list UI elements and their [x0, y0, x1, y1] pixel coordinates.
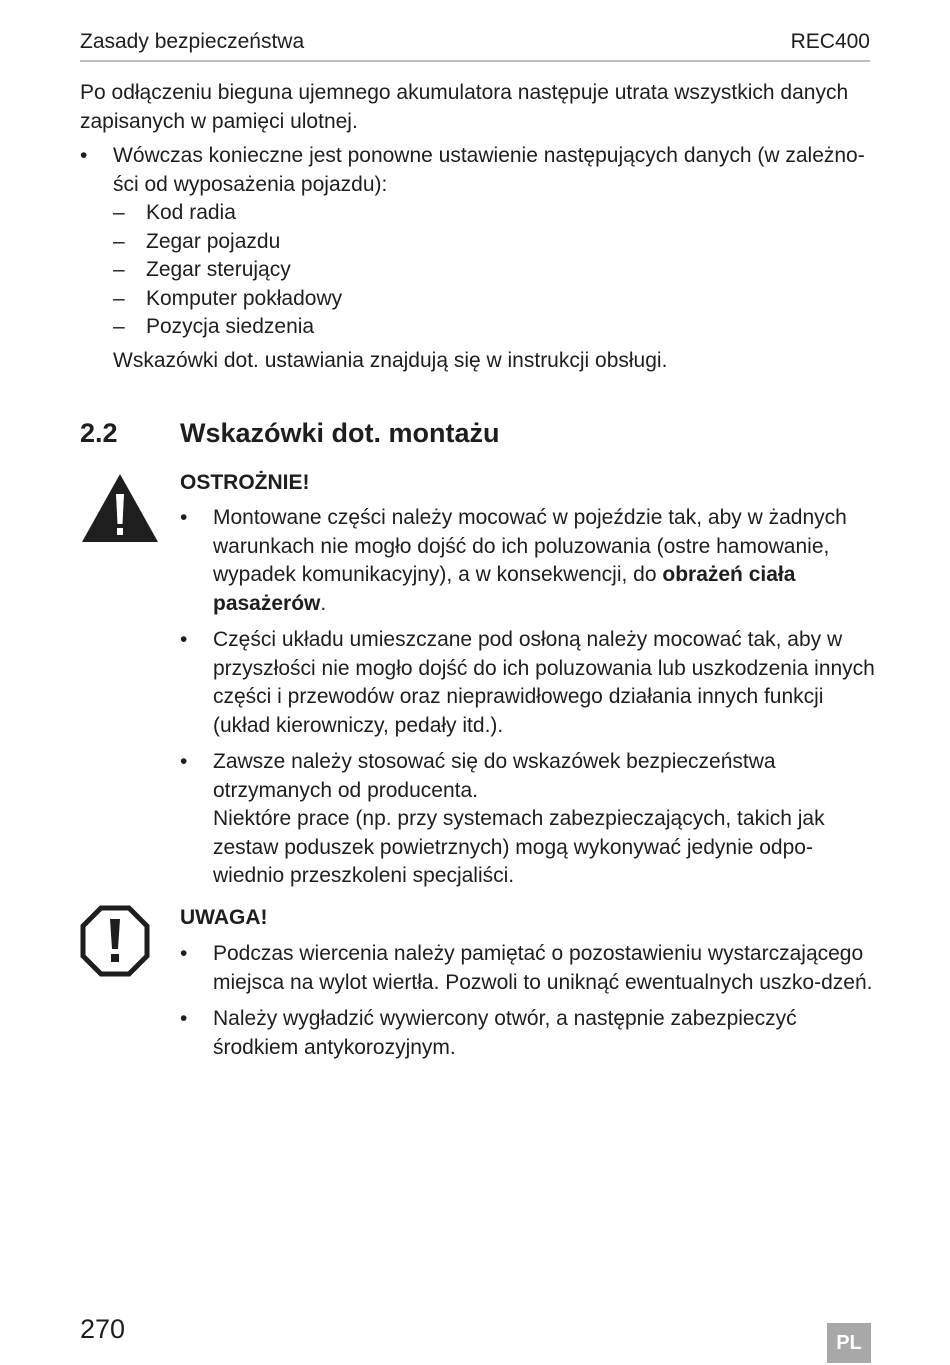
caution-list: [180, 504, 880, 899]
list-item-text: Pozycja siedzenia: [146, 315, 315, 338]
caution-item-text: Montowane części należy mocować w pojeździe tak, aby w żadnych warunkach nie mogło dojść do ich poluzowania (ostre hamowanie, wypadek komunikacyjny), a w konsekwencji, do obrażeń ciała pasażerów.: [213, 506, 847, 615]
list-item: [113, 228, 880, 257]
dash-mark: –: [113, 315, 125, 338]
page-number: 270: [80, 1314, 126, 1344]
list-item: [113, 199, 880, 228]
caution-item-text: Części układu umieszczane pod osłoną należy mocować tak, aby w przyszłości nie mogło dojść do ich poluzowania lub uszkodzenia innych części i przewodów oraz nieprawidłowego działania innych funkcji (układ kierowniczy, pedały itd.).: [213, 628, 875, 737]
list-item-text: Zegar sterujący: [146, 258, 291, 281]
list-item: [180, 1005, 880, 1062]
section-heading: [80, 416, 500, 450]
page-header: [80, 28, 870, 62]
bullet-text-line2: ści od wyposażenia pojazdu):: [113, 172, 388, 196]
list-item-text: Zegar pojazdu: [146, 229, 281, 253]
bullet-mark: •: [80, 144, 88, 167]
list-item: [113, 313, 880, 342]
bullet-mark: •: [180, 506, 188, 529]
dash-mark: –: [113, 229, 125, 253]
warning-triangle-icon: [80, 472, 160, 544]
notice-heading: UWAGA!: [180, 906, 268, 929]
list-item-text: Kod radia: [146, 201, 236, 224]
notice-item-text: Podczas wiercenia należy pamiętać o pozostawieniu wystarczającego miejsca na wylot wiertła. Pozwoli to uniknąć ewentualnych uszko-dzeń.: [213, 942, 873, 994]
notice-list: [180, 940, 880, 1070]
list-item: [113, 256, 880, 285]
bullet-mark: •: [180, 1007, 188, 1030]
bullet-mark: •: [180, 628, 188, 651]
caution-heading: OSTROŻNIE!: [180, 471, 310, 494]
language-badge: PL: [827, 1323, 871, 1363]
settings-note: Wskazówki dot. ustawiania znajdują się w instrukcji obsługi.: [113, 349, 668, 372]
list-item: [180, 626, 880, 740]
caution-item-text: Niektóre prace (np. przy systemach zabezpieczających, takich jak zestaw poduszek powietrznych) mogą wykonywać jedynie odpo-wiednio przeszkoleni specjaliści.: [213, 807, 825, 887]
header-chapter-title: Zasady bezpieczeństwa: [80, 30, 305, 53]
dash-mark: –: [113, 286, 125, 310]
notice-item-text: Należy wygładzić wywiercony otwór, a następnie zabezpieczyć środkiem antykorozyjnym.: [213, 1007, 797, 1059]
list-item: [180, 748, 880, 891]
emphasis-text: obrażeń ciała pasażerów: [213, 563, 796, 615]
settings-list: [113, 199, 880, 342]
list-item: [180, 504, 880, 618]
list-item: [180, 940, 880, 997]
section-number: 2.2: [80, 418, 118, 448]
intro-paragraph: Po odłączeniu bieguna ujemnego akumulatora następuje utrata wszystkich danych zapisanych w pamięci ulotnej.: [80, 81, 849, 133]
list-item: [113, 285, 880, 314]
dash-mark: –: [113, 201, 125, 224]
list-item-text: Komputer pokładowy: [146, 286, 343, 310]
header-model: REC400: [790, 30, 870, 53]
bullet-mark: •: [180, 750, 188, 773]
bullet-text-line1: Wówczas konieczne jest ponowne ustawienie następujących danych (w zależno-: [113, 144, 865, 167]
dash-mark: –: [113, 258, 125, 281]
bullet-mark: •: [180, 942, 188, 965]
settings-bullet: [80, 142, 880, 342]
attention-octagon-icon: [80, 905, 150, 977]
caution-item-text: Zawsze należy stosować się do wskazówek bezpieczeństwa otrzymanych od producenta.: [213, 750, 776, 802]
section-title: Wskazówki dot. montażu: [180, 418, 500, 448]
